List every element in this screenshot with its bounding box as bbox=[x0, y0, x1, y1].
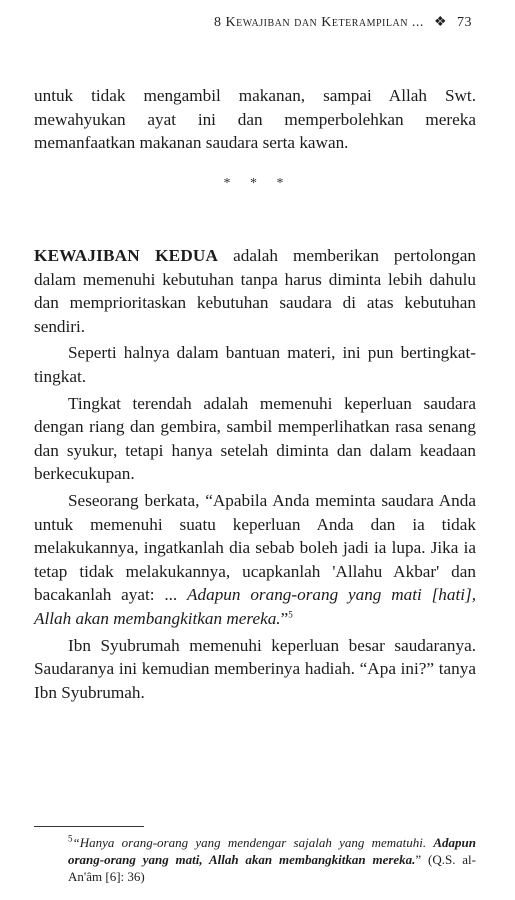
footnote-marker: 5 bbox=[68, 833, 73, 844]
footnote-citation: ” (Q.S. al-An'âm [6]: 36) bbox=[68, 852, 476, 884]
page-number: 73 bbox=[457, 15, 472, 30]
footnote-ref: 5 bbox=[288, 609, 293, 620]
running-header bbox=[150, 14, 472, 31]
diamond-ornament-icon: ❖ bbox=[433, 15, 447, 30]
paragraph-5: Ibn Syubrumah memenuhi keperluan besar saudaranya. Saudaranya ini kemudian memberinya hadiah. “Apa ini?” tanya Ibn Syubrumah. bbox=[34, 635, 476, 702]
intro-block bbox=[34, 84, 476, 155]
paragraph-4-text: Seseorang berkata, “Apabila Anda meminta saudara Anda untuk memenuhi suatu keperluan Anda dan ia tidak melakukannya, ingatkanlah dia sebab boleh jadi ia lupa. Jika ia tetap tidak melakukannya, ucapkanlah 'Allahu Akbar' dan bacakanlah ayat: ... bbox=[34, 490, 476, 605]
section-body bbox=[34, 244, 476, 704]
quoted-verse: Adapun orang-orang yang mati [hati], Allah akan membangkitkan mereka. bbox=[34, 585, 476, 628]
paragraph-4 bbox=[34, 489, 476, 631]
footnote-bold: Adapun orang-orang yang mati, Allah akan membangkitkan mereka. bbox=[68, 835, 477, 867]
paragraph-1-text: adalah memberikan pertolongan dalam memenuhi kebutuhan tanpa harus diminta lebih dahulu dan memprioritaskan kebutuhan saudara di atas kebutuhan sendiri. bbox=[34, 246, 476, 336]
footnote bbox=[34, 834, 476, 885]
paragraph-1 bbox=[34, 244, 476, 338]
quote-close: ” bbox=[280, 608, 289, 628]
section-lead: KEWAJIBAN KEDUA bbox=[34, 246, 219, 265]
footnote-rule bbox=[34, 826, 144, 827]
paragraph-2: Seperti halnya dalam bantuan materi, ini pun bertingkat-tingkat. bbox=[34, 343, 476, 386]
intro-paragraph: untuk tidak mengambil makanan, sampai Allah Swt. mewahyukan ayat ini dan memperbolehkan mereka memanfaatkan makanan saudara serta kawan. bbox=[34, 86, 476, 153]
footnote-text bbox=[34, 834, 476, 885]
chapter-title: 8 Kewajiban dan Keterampilan ... bbox=[214, 15, 424, 30]
section-separator: * * * bbox=[223, 176, 292, 191]
paragraph-3: Tingkat terendah adalah memenuhi keperluan saudara dengan riang dan gembira, sambil memperlihatkan rasa senang dan syukur, tetapi hanya setelah diminta dan dalam keadaan berkecukupan. bbox=[34, 393, 476, 484]
footnote-italic: “Hanya orang-orang yang mendengar sajalah yang mematuhi. bbox=[72, 835, 427, 850]
